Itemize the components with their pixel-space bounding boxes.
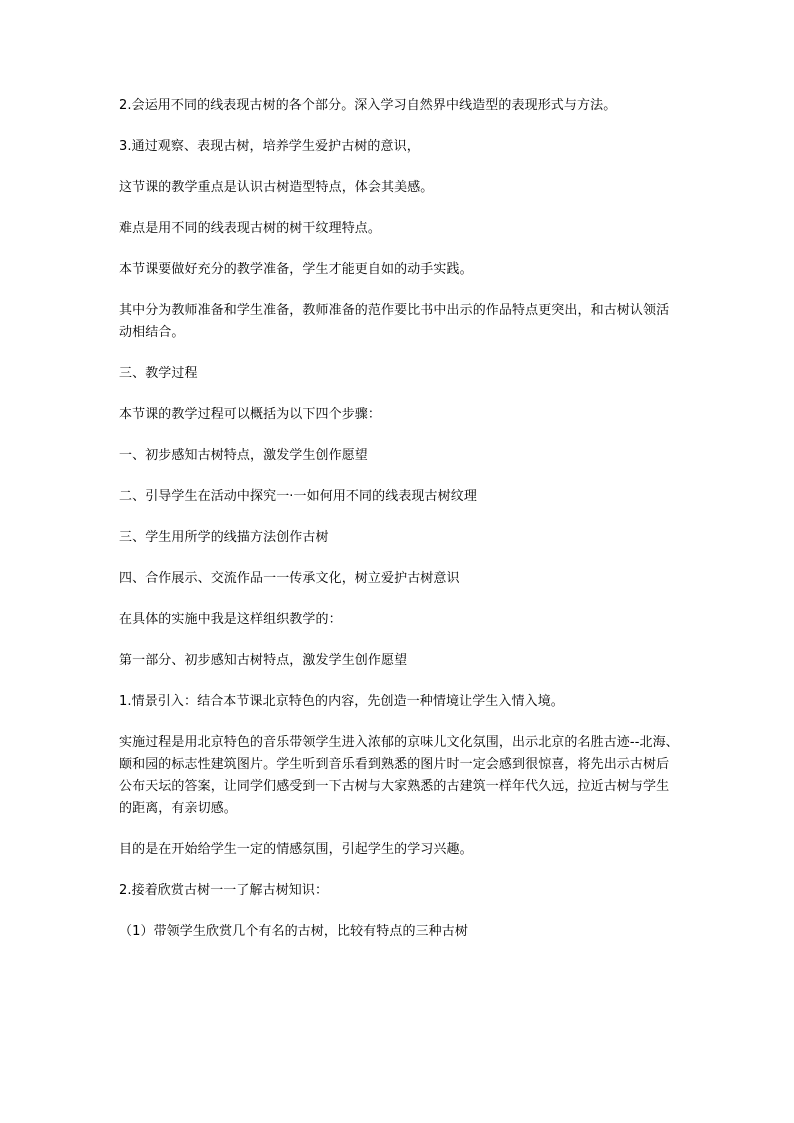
paragraph-preparation-detail: 其中分为教师准备和学生准备，教师准备的范作要比书中出示的作品特点更突出，和古树认领活动相结合。 <box>119 303 670 340</box>
section-heading-teaching-process: 三、教学过程 <box>119 366 198 381</box>
paragraph-implementation-process: 实施过程是用北京特色的音乐带领学生进入浓郁的京味儿文化氛围，出示北京的名胜古迹--北海、颐和园的标志性建筑图片。学生听到音乐看到熟悉的图片时一定会感到很惊喜，将先出示古树后公布天坛的答案，让同学们感受到一下古树与大家熟悉的古建筑一样年代久远，拉近古树与学生的距离，有亲切感。 <box>119 735 679 816</box>
paragraph-purpose: 目的是在开始给学生一定的情感氛围，引起学生的学习兴趣。 <box>119 842 473 857</box>
list-item-step-1: 一、初步感知古树特点，激发学生创作愿望 <box>119 448 368 463</box>
paragraph-implementation-intro: 在具体的实施中我是这样组织教学的： <box>119 612 342 627</box>
paragraph-process-summary: 本节课的教学过程可以概括为以下四个步骤： <box>119 407 382 422</box>
list-item-step-2: 二、引导学生在活动中探究一·一如何用不同的线表现古树纹理 <box>119 489 477 504</box>
paragraph-difficulty: 难点是用不同的线表现古树的树干纹理特点。 <box>119 221 382 236</box>
subheading-part-1: 第一部分、初步感知古树特点，激发学生创作愿望 <box>119 653 408 668</box>
list-item-step-3: 三、学生用所学的线描方法创作古树 <box>119 530 329 545</box>
paragraph-objective-2: 2.会运用不同的线表现古树的各个部分。深入学习自然界中线造型的表现形式与方法。 <box>119 98 617 113</box>
paragraph-key-point: 这节课的教学重点是认识古树造型特点，体会其美感。 <box>119 180 434 195</box>
paragraph-appreciation-item-1: （1）带领学生欣赏几个有名的古树，比较有特点的三种古树 <box>119 924 468 939</box>
paragraph-preparation: 本节课要做好充分的教学准备，学生才能更自如的动手实践。 <box>119 262 473 277</box>
document-body <box>119 95 679 962</box>
paragraph-scenario-intro: 1.情景引入：结合本节课北京特色的内容，先创造一种情境让学生入情入境。 <box>119 694 564 709</box>
paragraph-appreciation: 2.接着欣赏古树一一了解古树知识： <box>119 883 329 898</box>
list-item-step-4: 四、合作展示、交流作品一一传承文化，树立爱护古树意识 <box>119 571 460 586</box>
paragraph-objective-3: 3.通过观察、表现古树，培养学生爱护古树的意识， <box>119 139 420 154</box>
